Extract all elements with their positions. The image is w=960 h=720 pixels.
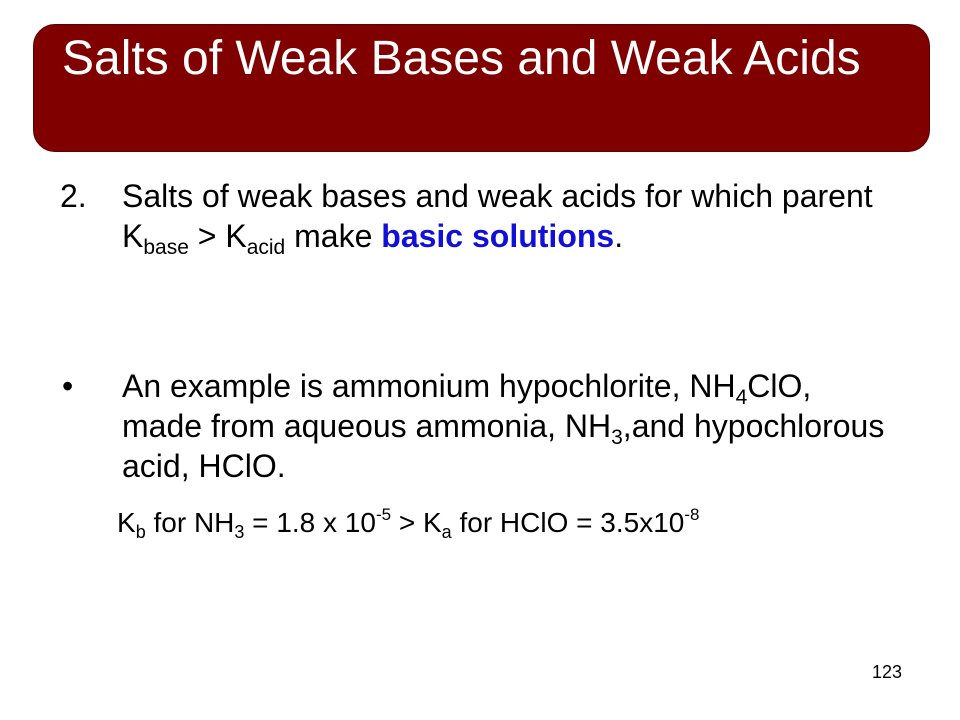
text-run: make [285, 218, 382, 254]
highlight-basic-solutions: basic solutions [381, 218, 615, 254]
constants-line [117, 505, 917, 541]
subscript-3: 3 [234, 522, 245, 542]
bullet-item [60, 366, 900, 486]
text-run: for NH [145, 507, 235, 538]
subscript-a: a [441, 522, 452, 542]
title-banner [33, 24, 930, 152]
text-run: . [614, 218, 624, 254]
subscript-3: 3 [611, 426, 623, 449]
text-run: ,and hypochlorous acid, HClO. [122, 408, 885, 484]
list-item-2 [60, 176, 900, 259]
text-run: Salts of weak bases and weak acids for which parent K [122, 178, 873, 254]
bullet-icon: • [62, 368, 74, 404]
subscript-base: base [143, 236, 189, 259]
text-run: for HClO = 3.5x10 [451, 507, 685, 538]
page-number: 123 [871, 662, 902, 682]
exponent-ka: -8 [684, 505, 700, 524]
bullet-item-text [122, 366, 900, 486]
slide-title: Salts of Weak Bases and Weak Acids [62, 32, 861, 85]
text-run: > K [391, 507, 442, 538]
text-run: = 1.8 x 10 [244, 507, 376, 538]
text-run: > K [188, 218, 247, 254]
text-run: K [117, 507, 136, 538]
list-number: 2. [60, 178, 87, 214]
text-run: ClO, made from aqueous ammonia, NH [122, 368, 812, 444]
exponent-kb: -5 [375, 505, 392, 524]
subscript-acid: acid [246, 236, 286, 259]
subscript-4: 4 [735, 386, 748, 409]
subscript-b: b [135, 522, 146, 542]
text-run: An example is ammonium hypochlorite, NH [122, 368, 736, 404]
list-item-2-text [122, 176, 900, 259]
